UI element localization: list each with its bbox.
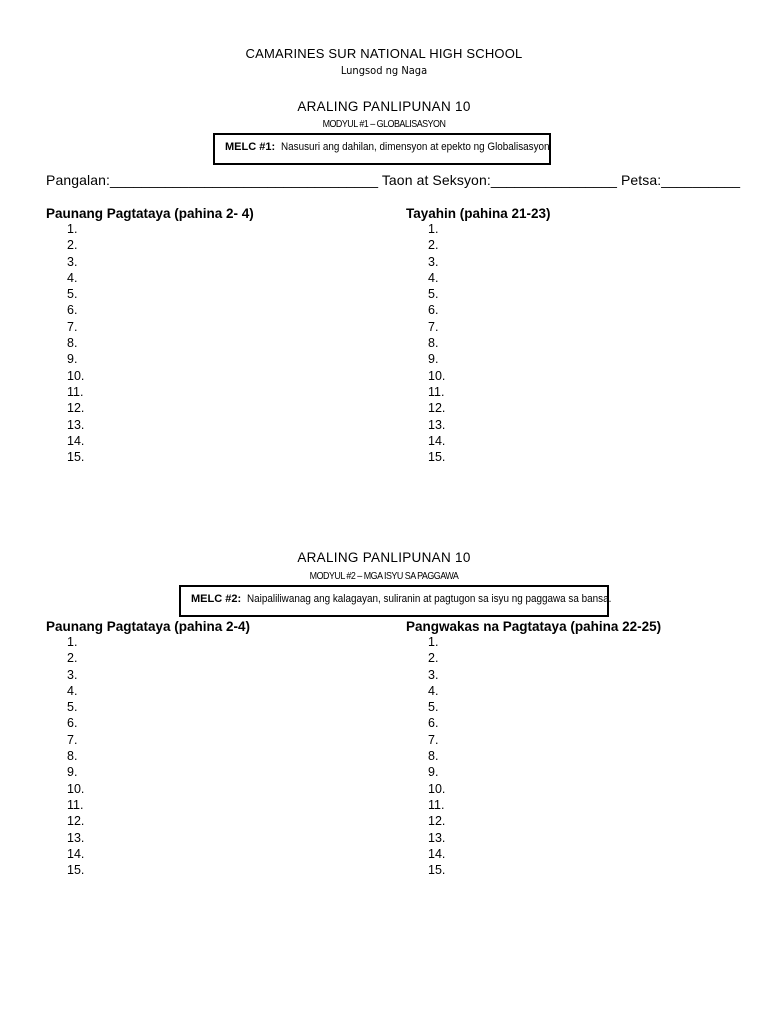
module2-right-title: Pangwakas na Pagtataya (pahina 22-25) [406,619,662,634]
city-name: Lungsod ng Naga [340,64,428,77]
module2-left-title: Paunang Pagtataya (pahina 2-4) [46,619,251,634]
module1-subject: ARALING PANLIPUNAN 10 [297,99,471,114]
answer-number: 12. [67,814,85,829]
answer-number: 6. [428,716,439,731]
melc2-text: Naipaliliwanag ang kalagayan, suliranin at pagtugon sa isyu ng paggawa sa bansa. [247,593,612,605]
answer-number: 1. [67,635,78,649]
answer-number: 12. [428,814,446,829]
module2-left-answers [67,634,84,878]
module1-left-title: Paunang Pagtataya (pahina 2- 4) [46,206,254,221]
answer-number: 15. [67,450,85,465]
module2-subject: ARALING PANLIPUNAN 10 [297,550,471,565]
module1-right-answers [428,221,445,465]
school-name: CAMARINES SUR NATIONAL HIGH SCHOOL [245,46,523,61]
answer-number: 4. [67,683,78,698]
answer-number: 13. [67,417,85,432]
answer-number: 4. [428,270,439,285]
answer-number: 12. [428,401,446,416]
answer-number: 2. [428,238,439,253]
answer-number: 14. [67,433,85,448]
module1-left-answers [67,221,84,465]
answer-number: 13. [428,417,446,432]
answer-number: 6. [67,303,78,318]
answer-number: 10. [67,781,85,796]
melc2-box [179,585,612,617]
answer-number: 2. [428,651,439,666]
answer-number: 3. [428,254,439,269]
answer-number: 8. [428,336,439,351]
answer-number: 8. [67,336,78,351]
student-info-line: Pangalan:__________________________________ Taon at Seksyon:________________ Petsa:__________ [46,172,741,188]
answer-number: 5. [428,287,439,302]
answer-number: 7. [67,319,78,334]
answer-number: 7. [67,732,78,747]
answer-number: 14. [428,433,446,448]
answer-number: 9. [67,352,78,367]
answer-number: 9. [428,765,439,780]
answer-number: 11. [67,797,84,812]
answer-number: 9. [67,765,78,780]
answer-number: 7. [428,319,439,334]
module2-title: MODYUL #2 – MGA ISYU SA PAGGAWA [309,570,459,582]
answer-number: 2. [67,238,78,253]
answer-number: 5. [67,287,78,302]
melc1-text: Nasusuri ang dahilan, dimensyon at epekto ng Globalisasyon [281,141,550,153]
answer-number: 1. [428,635,439,649]
answer-number: 4. [428,683,439,698]
answer-number: 15. [428,863,446,878]
answer-number: 6. [428,303,439,318]
melc2-label: MELC #2: [191,593,242,605]
answer-number: 2. [67,651,78,666]
answer-number: 12. [67,401,85,416]
answer-number: 11. [67,384,84,399]
answer-number: 5. [67,700,78,715]
answer-number: 6. [67,716,78,731]
answer-number: 13. [67,830,85,845]
answer-number: 8. [428,749,439,764]
answer-number: 11. [428,797,445,812]
answer-number: 14. [428,846,446,861]
answer-number: 9. [428,352,439,367]
answer-number: 1. [428,222,439,236]
module2-right-answers [428,634,445,878]
answer-number: 3. [428,667,439,682]
answer-number: 13. [428,830,446,845]
answer-number: 15. [428,450,446,465]
answer-number: 3. [67,254,78,269]
melc1-label: MELC #1: [225,141,276,153]
answer-number: 11. [428,384,445,399]
melc1-box [213,133,551,165]
answer-number: 10. [428,368,446,383]
answer-number: 10. [428,781,446,796]
answer-number: 15. [67,863,85,878]
answer-number: 5. [428,700,439,715]
answer-number: 4. [67,270,78,285]
answer-number: 14. [67,846,85,861]
answer-number: 8. [67,749,78,764]
answer-number: 10. [67,368,85,383]
answer-number: 7. [428,732,439,747]
answer-number: 1. [67,222,78,236]
module1-right-title: Tayahin (pahina 21-23) [406,206,551,221]
module1-title: MODYUL #1 – GLOBALISASYON [322,118,446,130]
answer-number: 3. [67,667,78,682]
